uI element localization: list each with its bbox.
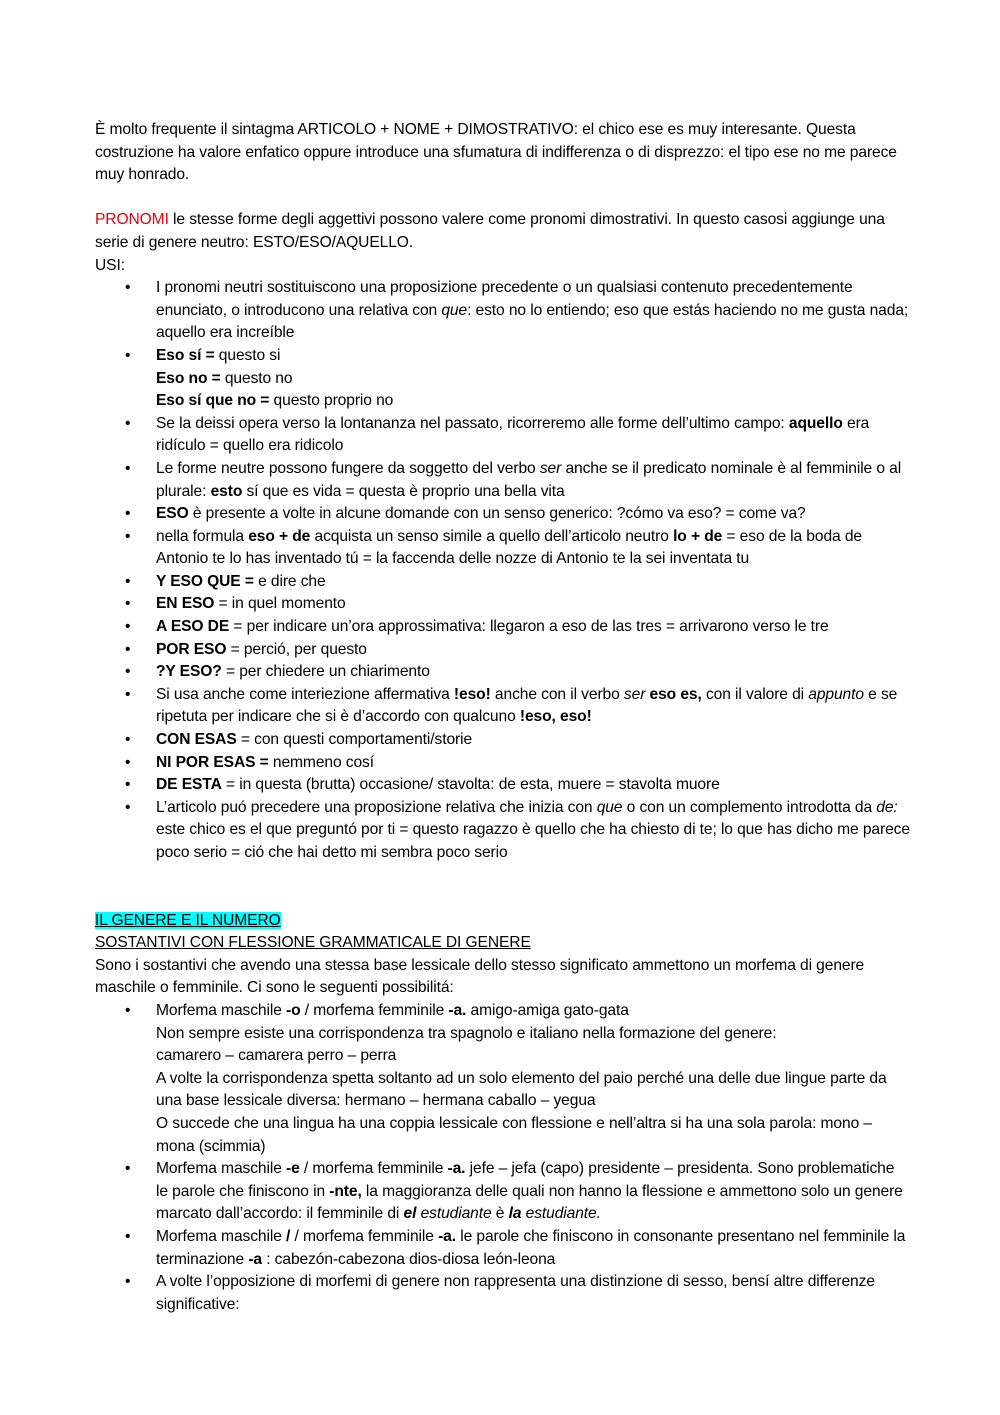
list-item: • ESO è presente a volte in alcune domande con un senso generico: ?cómo va eso? = come va? bbox=[95, 503, 910, 526]
list-item: • I pronomi neutri sostituiscono una proposizione precedente o un qualsiasi contenuto precedentemente enunciato, o introducono una relativa con que: esto no lo entiendo; eso que estás haciendo no me gusta nada; aquello era increíble bbox=[95, 277, 910, 345]
list-item: • Morfema maschile / / morfema femminile -a. le parole che finiscono in consonante presentano nel femminile la terminazione -a : cabezón-cabezona dios-diosa león-leona bbox=[95, 1226, 910, 1271]
list-item: • EN ESO = in quel momento bbox=[95, 593, 910, 616]
usi-label: USI: bbox=[95, 256, 125, 274]
list-item: • POR ESO = perció, per questo bbox=[95, 639, 910, 662]
genere-intro: Sono i sostantivi che avendo una stessa base lessicale dello stesso significato ammettono un morfema di genere maschile o femminile. Ci sono le seguenti possibilitá: bbox=[95, 956, 865, 997]
section-heading bbox=[95, 910, 910, 933]
header-mark: —— bbox=[496, 0, 502, 2]
spacer bbox=[95, 865, 910, 910]
list-item: • DE ESTA = in questa (brutta) occasione/ stavolta: de esta, muere = stavolta muore bbox=[95, 774, 910, 797]
usi-list bbox=[95, 277, 910, 864]
intro-paragraph: È molto frequente il sintagma ARTICOLO + NOME + DIMOSTRATIVO: el chico ese es muy interesante. Questa costruzione ha valore enfatico oppure introduce una sfumatura di indifferenza o di disprezzo: el tipo ese no me parece muy honrado. bbox=[95, 121, 897, 184]
list-item: • Se la deissi opera verso la lontananza nel passato, ricorreremo alle forme dell’ultimo campo: aquello era ridículo = quello era ridicolo bbox=[95, 413, 910, 458]
list-item: • Le forme neutre possono fungere da soggetto del verbo ser anche se il predicato nominale è al femminile o al plurale: esto sí que es vida = questa è proprio una bella vita bbox=[95, 458, 910, 503]
list-item: • Morfema maschile -e / morfema femminile -a. jefe – jefa (capo) presidente – presidenta. Sono problematiche le parole che finiscono in -nte, la maggioranza delle quali non hanno la flessione e ammettono solo un genere marcato dall’accordo: il femminile di el estudiante è la estudiante. bbox=[95, 1158, 910, 1226]
genere-heading: IL GENERE E IL NUMERO bbox=[95, 911, 281, 929]
list-item: • Eso sí = questo si Eso no = questo no Eso sí que no = questo proprio no bbox=[95, 345, 910, 413]
list-item: • Y ESO QUE = e dire che bbox=[95, 571, 910, 594]
pronomi-paragraph bbox=[95, 209, 910, 254]
list-item: • L’articolo puó precedere una proposizione relativa che inizia con que o con un complemento introdotta da de: este chico es el que preguntó por ti = questo ragazzo è quello che ha chiesto di te; lo que has dicho me parece poco serio = ció che hai detto mi sembra poco serio bbox=[95, 797, 910, 865]
spacer bbox=[95, 187, 910, 210]
list-item: • Si usa anche come interiezione affermativa !eso! anche con il verbo ser eso es, con il valore di appunto e se ripetuta per indicare che si è d’accordo con qualcuno !eso, eso! bbox=[95, 684, 910, 729]
list-item: • A ESO DE = per indicare un’ora approssimativa: llegaron a eso de las tres = arrivarono verso le tre bbox=[95, 616, 910, 639]
pronomi-text: le stesse forme degli aggettivi possono valere come pronomi dimostrativi. In questo casosi aggiunge una serie di genere neutro: ESTO/ESO/AQUELLO. bbox=[95, 211, 885, 251]
list-item: • NI POR ESAS = nemmeno cosí bbox=[95, 752, 910, 775]
list-item: • CON ESAS = con questi comportamenti/storie bbox=[95, 729, 910, 752]
list-item: • A volte l’opposizione di morfemi di genere non rappresenta una distinzione di sesso, bensí altre differenze significative: bbox=[95, 1271, 910, 1316]
genere-list bbox=[95, 1000, 910, 1316]
pronomi-label: PRONOMI bbox=[95, 211, 169, 229]
section-subheading: SOSTANTIVI CON FLESSIONE GRAMMATICALE DI GENERE bbox=[95, 934, 531, 952]
document-page bbox=[95, 119, 910, 1316]
list-item: • ?Y ESO? = per chiedere un chiarimento bbox=[95, 661, 910, 684]
list-item: • Morfema maschile -o / morfema femminile -a. amigo-amiga gato-gata Non sempre esiste una corrispondenza tra spagnolo e italiano nella formazione del genere: camarero – camarera perro – perra A volte la corrispondenza spetta soltanto ad un solo elemento del paio perché una delle due lingue parte da una base lessicale diversa: hermano – hermana caballo – yegua O succede che una lingua ha una coppia lessicale con flessione e nell’altra si ha una sola parola: mono – mona (scimmia) bbox=[95, 1000, 910, 1158]
list-item: • nella formula eso + de acquista un senso simile a quello dell’articolo neutro lo + de = eso de la boda de Antonio te lo has inventado tú = la faccenda delle nozze di Antonio te la sei inventata tu bbox=[95, 526, 910, 571]
